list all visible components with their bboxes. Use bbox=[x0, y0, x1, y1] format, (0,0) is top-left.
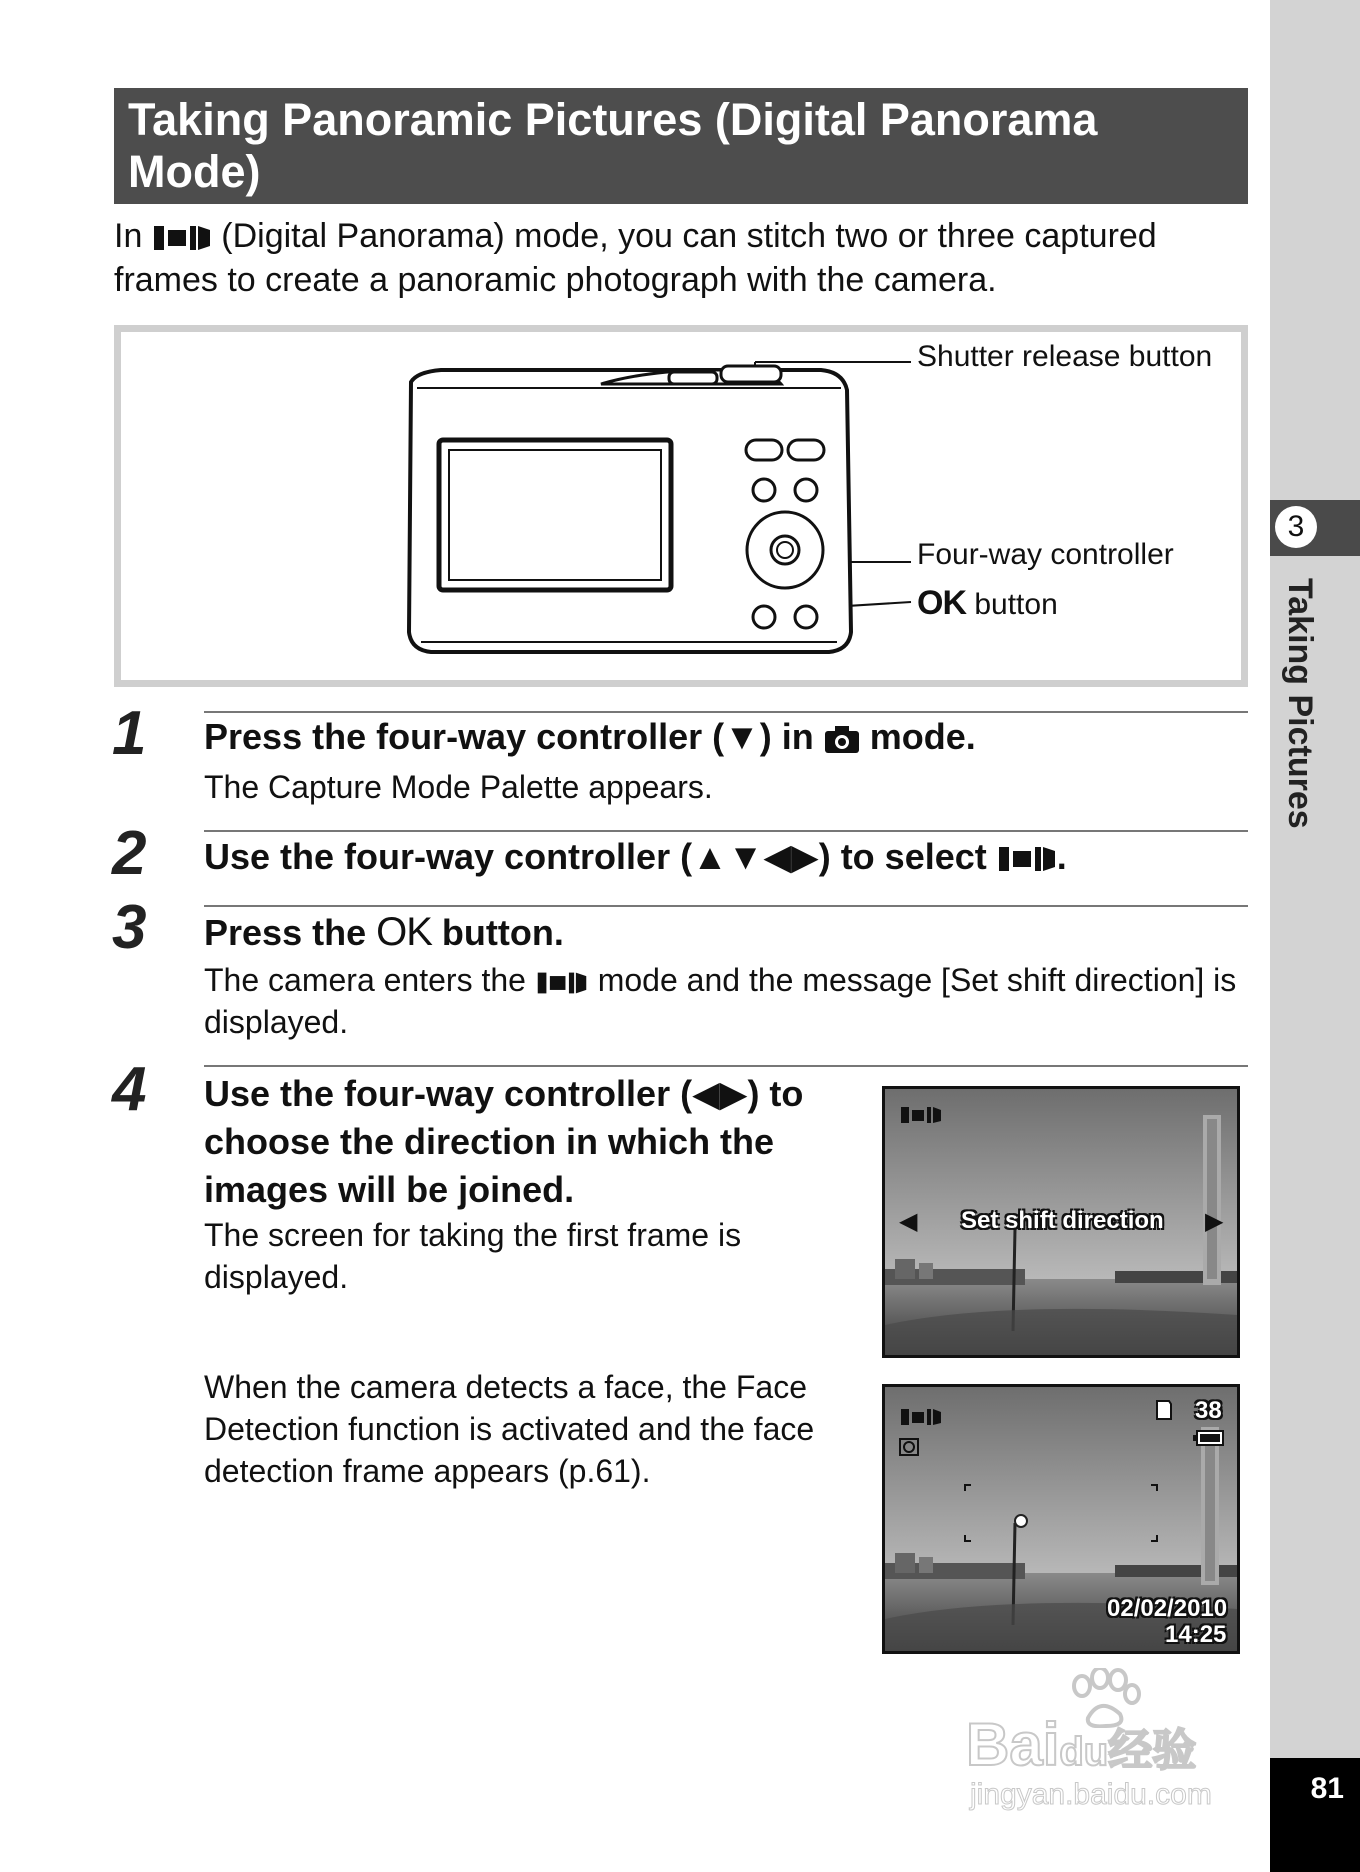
ok-key: OK bbox=[376, 910, 432, 954]
time-display: 14:25 bbox=[1165, 1621, 1227, 1648]
step-desc-text-end: mode and the message [Set shift direction] is displayed. bbox=[204, 962, 1237, 1040]
step-title bbox=[204, 910, 564, 955]
step-divider bbox=[204, 830, 1248, 832]
step-description bbox=[204, 959, 1254, 1043]
shift-direction-screen bbox=[882, 1086, 1240, 1358]
left-arrow: ◀ bbox=[899, 1208, 918, 1235]
four-way-controller-label: Four-way controller bbox=[917, 538, 1174, 571]
ok-button-label bbox=[917, 584, 1058, 623]
step-divider bbox=[204, 1065, 1248, 1067]
step-description: The screen for taking the first frame is displayed. bbox=[204, 1217, 742, 1295]
page-title: Taking Panoramic Pictures (Digital Panorama Mode) bbox=[128, 94, 1098, 197]
step-title: Use the four-way controller (◀▶) to choose the direction in which the images will be joined. bbox=[204, 1073, 804, 1210]
step-title-end: mode. bbox=[869, 716, 976, 757]
step-title-text: Press the four-way controller (▼) in bbox=[204, 716, 814, 757]
step-title-text: Use the four-way controller (▲▼◀▶) to select bbox=[204, 836, 987, 877]
right-arrow: ▶ bbox=[1205, 1208, 1224, 1235]
camera-figure bbox=[114, 325, 1248, 687]
step-title bbox=[204, 716, 976, 758]
shutter-release-label: Shutter release button bbox=[917, 340, 1213, 373]
step-title-end: . bbox=[1056, 836, 1067, 877]
date-display: 02/02/2010 bbox=[1107, 1595, 1228, 1622]
watermark-cn: 经验 bbox=[1108, 1726, 1197, 1775]
panorama-mode-icon bbox=[152, 223, 212, 253]
step-desc-text: The camera enters the bbox=[204, 962, 526, 998]
step-number: 4 bbox=[112, 1055, 147, 1124]
section-title-bar bbox=[114, 88, 1248, 204]
chapter-sidebar bbox=[1270, 0, 1360, 1872]
watermark-brand-a: Bai bbox=[966, 1711, 1060, 1778]
ok-key: OK bbox=[917, 584, 966, 622]
step-title bbox=[204, 836, 1067, 878]
panorama-mode-icon bbox=[997, 844, 1057, 874]
camera-back-illustration bbox=[121, 332, 1241, 680]
step-number: 1 bbox=[112, 699, 147, 768]
step-divider bbox=[204, 711, 1248, 713]
watermark-brand-b: du bbox=[1059, 1730, 1109, 1774]
step-divider bbox=[204, 905, 1248, 907]
step-description: The Capture Mode Palette appears. bbox=[204, 769, 713, 805]
step-title-text: Press the bbox=[204, 912, 367, 953]
chapter-number: 3 bbox=[1275, 506, 1317, 548]
step-number: 2 bbox=[112, 819, 147, 888]
intro-prefix: In bbox=[114, 217, 143, 255]
step-title-end: button. bbox=[441, 912, 564, 953]
step-number: 3 bbox=[112, 893, 147, 962]
chapter-title: Taking Pictures bbox=[1281, 578, 1319, 829]
page-number: 81 bbox=[1310, 1772, 1344, 1805]
watermark-brand bbox=[966, 1710, 1196, 1779]
intro-text: (Digital Panorama) mode, you can stitch two or three captured frames to create a panoramic photograph with the camera. bbox=[114, 217, 1157, 299]
battery-icon bbox=[1193, 1431, 1223, 1445]
panorama-mode-icon bbox=[535, 970, 589, 996]
ok-suffix: button bbox=[974, 588, 1058, 621]
capture-screen bbox=[882, 1384, 1240, 1654]
shift-direction-message: Set shift direction bbox=[961, 1207, 1164, 1234]
intro-paragraph bbox=[114, 214, 1254, 302]
face-detection-note: When the camera detects a face, the Face Detection function is activated and the face detection frame appears (p.61). bbox=[204, 1369, 815, 1489]
baidu-watermark bbox=[960, 1668, 1270, 1818]
memory-card-icon bbox=[1157, 1401, 1171, 1419]
watermark-url: jingyan.baidu.com bbox=[970, 1778, 1212, 1811]
shots-remaining: 38 bbox=[1195, 1397, 1222, 1424]
camera-mode-icon bbox=[824, 724, 860, 754]
